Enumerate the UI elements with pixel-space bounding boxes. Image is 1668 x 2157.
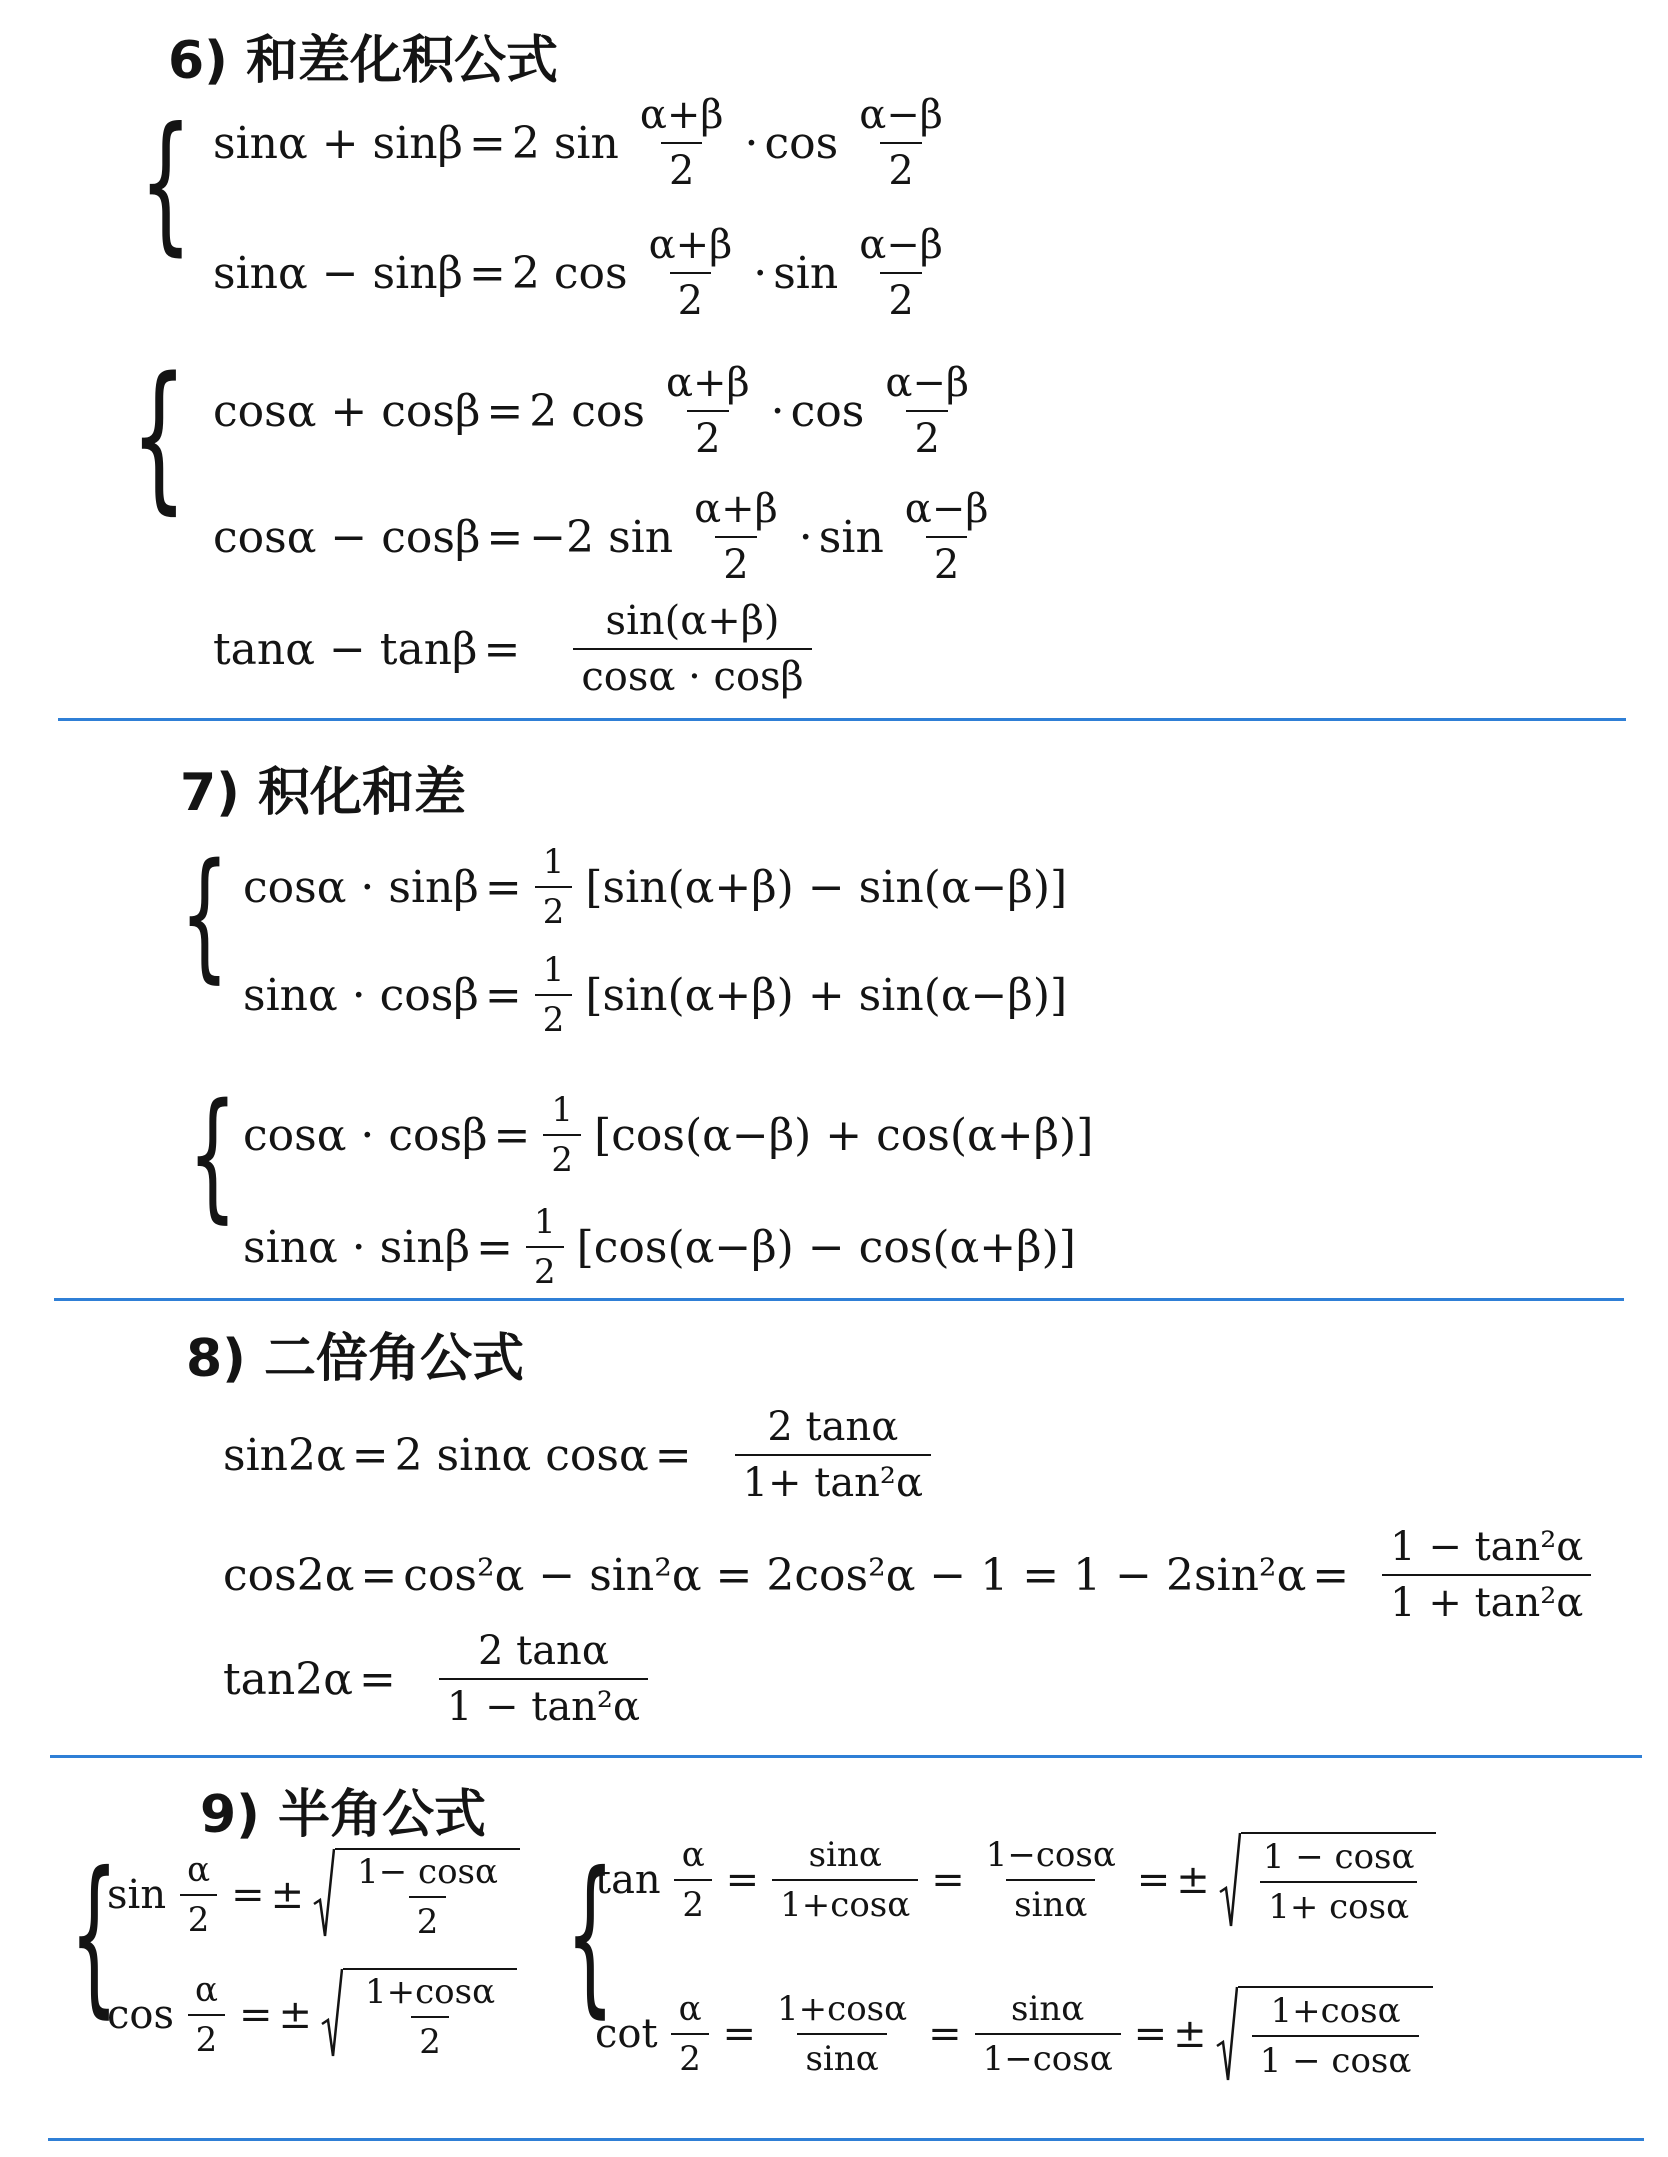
fraction bbox=[357, 1972, 503, 2062]
fraction bbox=[877, 360, 977, 462]
equals-sign: = bbox=[484, 969, 522, 1021]
numerator: 1+cosα bbox=[1270, 1991, 1401, 2031]
left-brace: { bbox=[69, 1836, 119, 2034]
formula-cos-sin-product bbox=[240, 842, 1070, 932]
dot-operator: · bbox=[744, 117, 759, 169]
fraction bbox=[851, 222, 951, 324]
equals-sign: = bbox=[1136, 1857, 1171, 1903]
numerator: α−β bbox=[885, 360, 970, 406]
formula-double-cos bbox=[220, 1524, 1601, 1626]
denominator: 2 bbox=[526, 1246, 564, 1292]
numerator: 1 bbox=[542, 950, 565, 990]
formula-sin-cos-product bbox=[240, 950, 1070, 1040]
radicand bbox=[335, 1848, 520, 1942]
formula-middle: 2 sinα cosα bbox=[394, 1429, 649, 1481]
denominator: 2 bbox=[180, 1894, 218, 1940]
denominator: 2 bbox=[670, 272, 711, 324]
denominator: 2 bbox=[411, 2016, 449, 2062]
fraction bbox=[349, 1852, 506, 1942]
denominator: 1+ tan²α bbox=[735, 1454, 931, 1506]
radicand bbox=[1241, 1832, 1437, 1928]
radicand bbox=[1238, 1986, 1434, 2082]
left-brace: { bbox=[180, 834, 230, 997]
fraction bbox=[1252, 1991, 1420, 2081]
denominator: 2 bbox=[188, 2014, 226, 2060]
numerator: 1 − cosα bbox=[1262, 1837, 1415, 1877]
formula-rhs: [sin(α+β) + sin(α−β)] bbox=[585, 969, 1068, 1021]
fraction bbox=[686, 486, 786, 588]
formula-lhs: tanα − tanβ bbox=[213, 623, 478, 675]
numerator: sinα bbox=[1011, 1989, 1085, 2029]
formula-lhs: cos2α bbox=[223, 1549, 355, 1601]
radical-sign-icon bbox=[1219, 1832, 1241, 1928]
square-root bbox=[1219, 1832, 1437, 1928]
equals-sign: = bbox=[1312, 1549, 1350, 1601]
equals-sign: = bbox=[351, 1429, 389, 1481]
section-divider bbox=[50, 1755, 1642, 1758]
fraction bbox=[735, 1404, 931, 1506]
formula-diff-tan bbox=[210, 598, 822, 700]
denominator: sinα bbox=[797, 2033, 886, 2079]
formula-middle: cos²α − sin²α = 2cos²α − 1 = 1 − 2sin²α bbox=[403, 1549, 1307, 1601]
formula-coefficient: −2 sin bbox=[529, 511, 674, 563]
fraction bbox=[179, 1850, 218, 1940]
numerator: 1 − tan²α bbox=[1390, 1524, 1584, 1570]
equals-sign: = bbox=[486, 385, 524, 437]
square-root bbox=[321, 1968, 517, 2062]
equals-sign: = bbox=[476, 1221, 513, 1273]
fraction bbox=[526, 1202, 564, 1292]
denominator: 1+cosα bbox=[772, 1879, 918, 1925]
numerator: 1− cosα bbox=[357, 1852, 498, 1892]
formula-lhs: sin2α bbox=[223, 1429, 346, 1481]
equals-sign: = bbox=[231, 1872, 265, 1918]
formula-function: sin bbox=[773, 247, 839, 299]
formula-double-sin bbox=[220, 1404, 941, 1506]
formula-coefficient: 2 sin bbox=[511, 117, 619, 169]
left-brace: { bbox=[139, 96, 192, 270]
denominator: 2 bbox=[880, 142, 921, 194]
formula-half-cot bbox=[592, 1986, 1439, 2082]
numerator: α bbox=[678, 1989, 702, 2029]
numerator: α−β bbox=[904, 486, 989, 532]
formula-cos-cos-product bbox=[240, 1090, 1096, 1180]
formula-lhs: cos bbox=[107, 1992, 175, 2038]
plus-minus: ± bbox=[1176, 1857, 1210, 1903]
square-root bbox=[313, 1848, 520, 1942]
fraction bbox=[1382, 1524, 1591, 1626]
denominator: 1 − cosα bbox=[1252, 2035, 1420, 2081]
formula-lhs: sinα · cosβ bbox=[243, 969, 479, 1021]
formula-coefficient: 2 cos bbox=[511, 247, 628, 299]
fraction bbox=[535, 842, 573, 932]
fraction bbox=[632, 92, 732, 194]
fraction bbox=[439, 1628, 648, 1730]
fraction bbox=[535, 950, 573, 1040]
denominator: 1 − tan²α bbox=[439, 1678, 648, 1730]
denominator: 2 bbox=[535, 994, 573, 1040]
equals-sign: = bbox=[931, 1857, 965, 1903]
radicand bbox=[343, 1968, 517, 2062]
formula-rhs: [cos(α−β) − cos(α+β)] bbox=[576, 1221, 1076, 1273]
formula-function: cos bbox=[764, 117, 839, 169]
denominator: 2 bbox=[906, 410, 947, 462]
equals-sign: = bbox=[493, 1109, 531, 1161]
equals-sign: = bbox=[722, 2011, 757, 2057]
formula-function: sin bbox=[818, 511, 884, 563]
formula-lhs: sinα · sinβ bbox=[243, 1221, 471, 1273]
formula-diff-cos bbox=[210, 486, 1006, 588]
fraction bbox=[769, 1989, 915, 2079]
numerator: α bbox=[681, 1835, 705, 1875]
denominator: sinα bbox=[1006, 1879, 1095, 1925]
fraction bbox=[671, 1989, 710, 2079]
numerator: 1−cosα bbox=[985, 1835, 1116, 1875]
equals-sign: = bbox=[468, 117, 506, 169]
formula-lhs: sin bbox=[107, 1872, 167, 1918]
numerator: α−β bbox=[859, 92, 943, 138]
numerator: α+β bbox=[648, 222, 733, 268]
denominator: 2 bbox=[409, 1896, 447, 1942]
fraction bbox=[674, 1835, 713, 1925]
formula-lhs: tan bbox=[595, 1857, 661, 1903]
numerator: 1 bbox=[533, 1202, 556, 1242]
formula-rhs: [cos(α−β) + cos(α+β)] bbox=[594, 1109, 1094, 1161]
numerator: sin(α+β) bbox=[605, 598, 780, 644]
formula-sum-cos bbox=[210, 360, 987, 462]
formula-half-cos bbox=[104, 1968, 523, 2062]
numerator: 1 bbox=[542, 842, 565, 882]
left-brace: { bbox=[130, 342, 187, 529]
denominator: 2 bbox=[661, 142, 702, 194]
left-brace: { bbox=[188, 1074, 238, 1237]
numerator: 1 bbox=[551, 1090, 574, 1130]
denominator: 2 bbox=[543, 1134, 581, 1180]
equals-sign: = bbox=[484, 861, 522, 913]
square-root bbox=[1216, 1986, 1434, 2082]
formula-half-tan bbox=[592, 1832, 1442, 1928]
equals-sign: = bbox=[468, 247, 506, 299]
formula-sum-sin bbox=[210, 92, 961, 194]
equals-sign: = bbox=[928, 2011, 962, 2057]
formula-diff-sin bbox=[210, 222, 961, 324]
formula-half-sin bbox=[104, 1848, 526, 1942]
equals-sign: = bbox=[358, 1653, 396, 1705]
plus-minus: ± bbox=[270, 1872, 305, 1918]
dot-operator: · bbox=[753, 247, 768, 299]
formula-double-tan bbox=[220, 1628, 658, 1730]
numerator: α−β bbox=[859, 222, 943, 268]
numerator: sinα bbox=[808, 1835, 882, 1875]
radical-sign-icon bbox=[321, 1968, 343, 2058]
equals-sign: = bbox=[238, 1992, 273, 2038]
denominator: 1−cosα bbox=[975, 2033, 1121, 2079]
fraction bbox=[897, 486, 997, 588]
formula-lhs: cosα · sinβ bbox=[243, 861, 479, 913]
section-9-title: 9) 半角公式 bbox=[200, 1785, 487, 1845]
section-divider bbox=[58, 718, 1626, 721]
section-7-title: 7) 积化和差 bbox=[180, 763, 467, 823]
fraction bbox=[641, 222, 741, 324]
dot-operator: · bbox=[770, 385, 785, 437]
numerator: 1+cosα bbox=[365, 1972, 496, 2012]
denominator: 2 bbox=[715, 536, 756, 588]
equals-sign: = bbox=[725, 1857, 760, 1903]
denominator: cosα · cosβ bbox=[573, 648, 811, 700]
fraction bbox=[772, 1835, 918, 1925]
section-divider bbox=[54, 1298, 1624, 1301]
denominator: 1+ cosα bbox=[1260, 1881, 1417, 1927]
fraction bbox=[851, 92, 951, 194]
numerator: α bbox=[187, 1850, 211, 1890]
fraction bbox=[187, 1970, 226, 2060]
formula-lhs: sinα − sinβ bbox=[213, 247, 463, 299]
dot-operator: · bbox=[798, 511, 813, 563]
denominator: 2 bbox=[674, 1879, 712, 1925]
denominator: 1 + tan²α bbox=[1382, 1574, 1591, 1626]
formula-lhs: cosα · cosβ bbox=[243, 1109, 488, 1161]
fraction bbox=[978, 1835, 1124, 1925]
radical-sign-icon bbox=[313, 1848, 335, 1938]
denominator: 2 bbox=[926, 536, 967, 588]
formula-lhs: cot bbox=[595, 2011, 658, 2057]
formula-coefficient: 2 cos bbox=[529, 385, 645, 437]
numerator: 2 tanα bbox=[477, 1628, 609, 1674]
denominator: 2 bbox=[880, 272, 921, 324]
equals-sign: = bbox=[486, 511, 524, 563]
numerator: α bbox=[195, 1970, 218, 2010]
formula-lhs: sinα + sinβ bbox=[213, 117, 463, 169]
numerator: 1+cosα bbox=[777, 1989, 908, 2029]
formula-lhs: cosα − cosβ bbox=[213, 511, 481, 563]
denominator: 2 bbox=[671, 2033, 709, 2079]
numerator: α+β bbox=[694, 486, 778, 532]
section-8-title: 8) 二倍角公式 bbox=[186, 1329, 525, 1389]
fraction bbox=[573, 598, 811, 700]
numerator: 2 tanα bbox=[767, 1404, 899, 1450]
numerator: α+β bbox=[666, 360, 750, 406]
fraction bbox=[658, 360, 758, 462]
formula-sin-sin-product bbox=[240, 1202, 1079, 1292]
formula-rhs: [sin(α+β) − sin(α−β)] bbox=[585, 861, 1068, 913]
numerator: α+β bbox=[639, 92, 724, 138]
fraction bbox=[1255, 1837, 1423, 1927]
denominator: 2 bbox=[687, 410, 728, 462]
section-divider bbox=[48, 2138, 1644, 2141]
formula-lhs: tan2α bbox=[223, 1653, 353, 1705]
plus-minus: ± bbox=[278, 1992, 313, 2038]
formula-lhs: cosα + cosβ bbox=[213, 385, 481, 437]
formula-function: cos bbox=[790, 385, 865, 437]
fraction bbox=[543, 1090, 581, 1180]
equals-sign: = bbox=[1133, 2011, 1168, 2057]
left-brace: { bbox=[565, 1836, 615, 2034]
denominator: 2 bbox=[535, 886, 573, 932]
fraction bbox=[975, 1989, 1121, 2079]
equals-sign: = bbox=[654, 1429, 692, 1481]
radical-sign-icon bbox=[1216, 1986, 1238, 2082]
equals-sign: = bbox=[483, 623, 521, 675]
section-6-title: 6) 和差化积公式 bbox=[168, 31, 559, 91]
equals-sign: = bbox=[360, 1549, 398, 1601]
plus-minus: ± bbox=[1173, 2011, 1207, 2057]
